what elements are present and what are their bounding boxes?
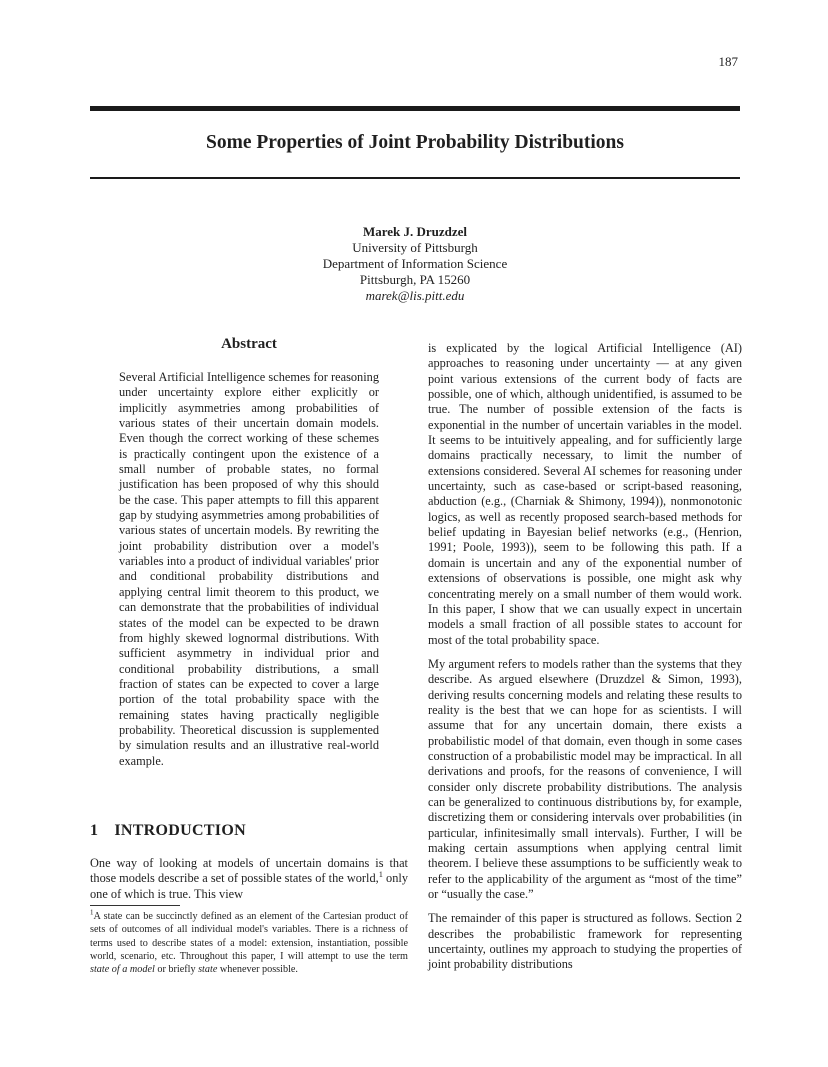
author-affiliation-department: Department of Information Science — [322, 256, 508, 271]
footnote-emphasis-2: state — [198, 964, 218, 976]
footnote-text-2: or briefly — [154, 964, 199, 976]
author-address: Pittsburgh, PA 15260 — [359, 272, 471, 287]
title-top-rule — [90, 106, 740, 111]
introduction-body — [90, 856, 408, 902]
section-title: INTRODUCTION — [114, 822, 246, 839]
footnote-rule — [90, 905, 180, 906]
footnote-text-1: A state can be succinctly defined as an element of the Cartesian product of sets of outcomes of all individual model's variables. There is a richness of terms used to describe states of a model: extension, instantiation, possible world, scenario, etc. Throughout this paper, I will attempt to use the term — [90, 911, 408, 963]
abstract-body — [119, 370, 379, 769]
right-paragraph-3: The remainder of this paper is structured as follows. Section 2 describes the probabilistic framework for representing uncertainty, outlines my approach to studying the properties of joint probability distributions — [428, 911, 742, 972]
introduction-paragraph — [90, 856, 408, 902]
footnote-text-3: whenever possible. — [217, 964, 298, 976]
footnote-emphasis-1: state of a model — [90, 964, 155, 976]
footnote-mark: 1 — [90, 909, 94, 917]
author-block — [200, 224, 630, 304]
right-paragraph-1: is explicated by the logical Artificial Intelligence (AI) approaches to reasoning under uncertainty — at any given point various extensions of the current body of facts are possible, one of which, although unidentified, is assumed to be true. The number of possible extension of the facts is exponential in the number of uncertain variables in the model. It seems to be intuitively appealing, and for sufficiently large domains practically necessary, to limit the number of extensions considered. Several AI schemes for reasoning under uncertainty, such as case-based or script-based reasoning, abduction (e.g., (Charniak & Shimony, 1994)), nonmonotonic logics, as well as recently proposed search-based methods for belief updating in Bayesian belief networks (e.g., (Henrion, 1991; Poole, 1993)), seem to be following this path. If a domain is uncertain and any of the exponential number of extensions of observations is possible, one might ask why concentrating merely on a small number of them would work. In this paper, I show that we can usually expect in uncertain models a small fraction of all possible states to account for most of the total probability space. — [428, 341, 742, 647]
author-affiliation-university: University of Pittsburgh — [352, 240, 478, 255]
intro-text-part-1: One way of looking at models of uncertain domains is that those models describe a set of possible states of the world, — [90, 856, 408, 886]
author-email[interactable]: marek@lis.pitt.edu — [365, 288, 465, 303]
right-column — [428, 341, 742, 973]
paper-title: Some Properties of Joint Probability Distributions — [206, 132, 624, 153]
footnote-reference[interactable]: 1 — [378, 870, 383, 880]
footnote — [90, 910, 408, 977]
abstract-text: Several Artificial Intelligence schemes for reasoning under uncertainty explore either explicitly or implicitly asymmetries among probabilities of various states of their uncertain domain models. Even though the correct working of these schemes is practically contingent upon the existence of a small number of probable states, no formal justification has been proposed of why this should be the case. This paper attempts to fill this apparent gap by studying asymmetries among probabilities of various states of uncertain models. By rewriting the joint probability distribution over a model's variables into a product of individual variables' prior and conditional probability distributions and applying central limit theorem to this product, we can demonstrate that the probabilities of individual states of the model can be expected to be drawn from highly skewed lognormal distributions. With sufficient asymmetry in individual prior and conditional probability distributions, a small fraction of states can be expected to cover a large portion of the total probability space with the remaining states having practically negligible probability. Theoretical discussion is supplemented by simulation results and an illustrative real-world example. — [119, 370, 379, 768]
title-bottom-rule — [90, 177, 740, 179]
section-number: 1 — [90, 822, 99, 839]
author-name: Marek J. Druzdzel — [362, 224, 468, 239]
right-paragraph-2: My argument refers to models rather than the systems that they describe. As argued elsewhere (Druzdzel & Simon, 1993), deriving results concerning models and relating these results to reality is the best that we can hope for as scientists. I will assume that for any uncertain domain, there exists a probabilistic model of that domain, even though in some cases construction of a probabilistic model may be impractical. In all derivations and proofs, for the reasons of convenience, I will consider only discrete probability distributions. The analysis can be generalized to continuous distributions by, for example, discretizing them or considering intervals over probabilities (in particular, infinitesimally small intervals). Further, I will be making certain assumptions when applying central limit theorem. I believe these assumptions to be sufficiently weak to refer to the applicability of the argument as “most of the time” or “usually the case.” — [428, 656, 742, 902]
section-heading-introduction — [90, 822, 408, 840]
intro-text-part-2: only one of which is true. This view — [90, 871, 408, 901]
page-number: 187 — [718, 54, 738, 69]
abstract-heading: Abstract — [221, 336, 277, 352]
